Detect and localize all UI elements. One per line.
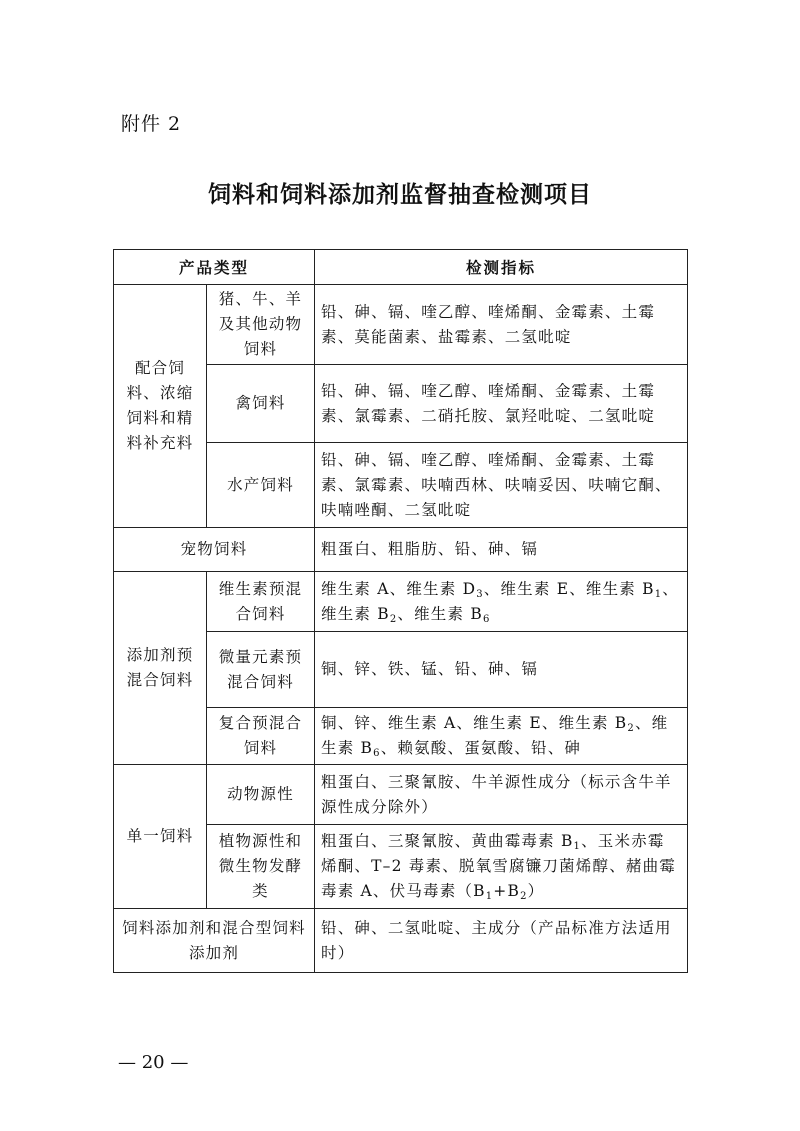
subcategory-cell: 植物源性和微生物发酵类 [207,825,315,909]
table-row [114,765,688,825]
indicator-cell: 粗蛋白、三聚氰胺、黄曲霉毒素 $B_1$、玉米赤霉烯酮、T–2 毒素、脱氧雪腐镰刀菌烯醇、赭曲霉毒素 A、伏马毒素$(B_1+B_2)$ [315,825,688,909]
subcategory-cell: 水产饲料 [207,443,315,528]
indicator-cell: 维生素 A、维生素 $D_3$、维生素 E、维生素 $B_1$、维生素 $B_2$、维生素 $B_6$ [315,572,688,632]
category-cell: 添加剂预混合饲料 [114,572,207,765]
subscript: 2 [627,723,635,734]
table-header-row [114,250,688,285]
subscript: 3 [476,588,484,600]
subscript: 2 [520,891,528,902]
table-row [114,285,688,365]
header-product-type: 产品类型 [114,250,315,285]
category-cell: 单一饲料 [114,765,207,909]
indicator-cell: 铅、砷、镉、喹乙醇、喹烯酮、金霉素、土霉素、氯霉素、呋喃西林、呋喃妥因、呋喃它酮、呋喃唑酮、二氢吡啶 [315,443,688,528]
category-cell: 饲料添加剂和混合型饲料添加剂 [114,909,315,973]
table-row [114,572,688,632]
indicator-cell: 铜、锌、铁、锰、铅、砷、镉 [315,632,688,708]
category-cell: 配合饲料、浓缩饲料和精料补充料 [114,285,207,528]
indicator-cell: 铅、砷、二氢吡啶、主成分（产品标准方法适用时） [315,909,688,973]
table-row [114,909,688,973]
subcategory-cell: 复合预混合饲料 [207,708,315,765]
indicator-cell: 铅、砷、镉、喹乙醇、喹烯酮、金霉素、土霉素、莫能菌素、盐霉素、二氢吡啶 [315,285,688,365]
subscript: 1 [485,891,494,902]
subcategory-cell: 动物源性 [207,765,315,825]
category-cell: 宠物饲料 [114,528,315,572]
indicator-cell: 粗蛋白、三聚氰胺、牛羊源性成分（标示含牛羊源性成分除外） [315,765,688,825]
inspection-items-table [113,249,688,973]
subscript: 1 [573,841,582,852]
document-title: 饲料和饲料添加剂监督抽查检测项目 [208,181,592,208]
header-indicators: 检测指标 [315,250,688,285]
page-number: — 20 — [118,1052,189,1073]
indicator-cell: 粗蛋白、粗脂肪、铅、砷、镉 [315,528,688,572]
subscript: 1 [654,588,663,600]
subscript: 2 [389,613,398,625]
annex-label: 附件 2 [121,113,182,135]
subscript: 6 [373,748,381,759]
subcategory-cell: 猪、牛、羊及其他动物饲料 [207,285,315,365]
subcategory-cell: 维生素预混合饲料 [207,572,315,632]
table-row [114,528,688,572]
subscript: 6 [482,613,491,625]
subcategory-cell: 禽饲料 [207,365,315,443]
subcategory-cell: 微量元素预混合饲料 [207,632,315,708]
indicator-cell: 铅、砷、镉、喹乙醇、喹烯酮、金霉素、土霉素、氯霉素、二硝托胺、氯羟吡啶、二氢吡啶 [315,365,688,443]
indicator-cell: 铜、锌、维生素 A、维生素 E、维生素 $B_2$、维生素 $B_6$、赖氨酸、蛋氨酸、铅、砷 [315,708,688,765]
